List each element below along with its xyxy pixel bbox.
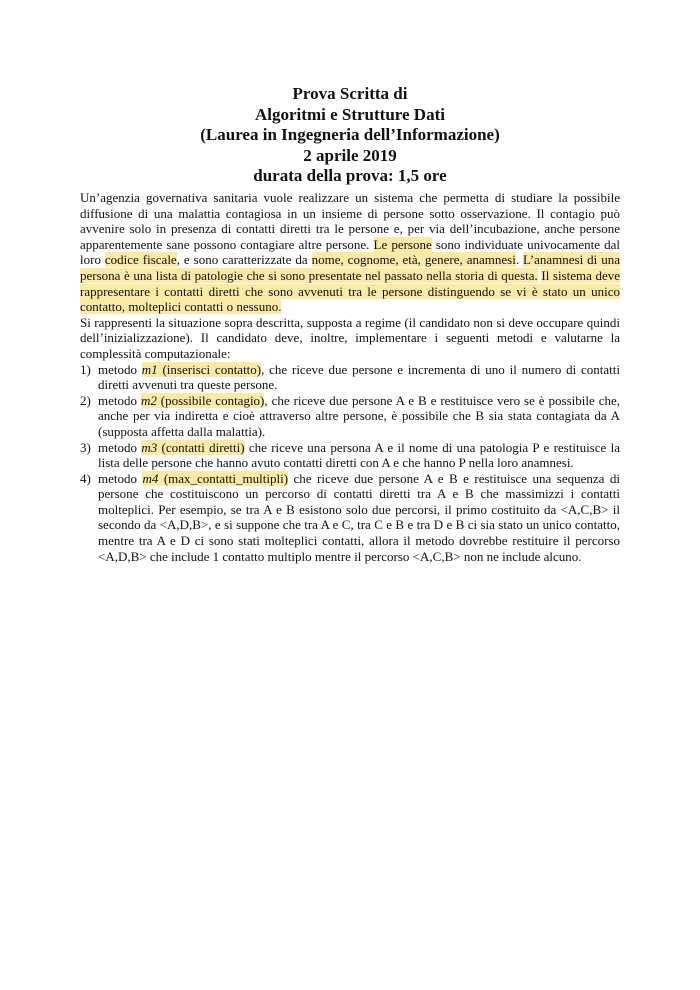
exam-header [0, 84, 700, 187]
highlight-anamnesis: L’anamnesi di una persona è una lista di patologie che si sono presentate nel passato nella storia di questa. [80, 252, 620, 283]
method-prefix: metodo [98, 361, 142, 377]
highlight-persons: Le persone [373, 236, 432, 252]
exam-duration: durata della prova: 1,5 ore [253, 166, 447, 185]
method-name: m4 [142, 470, 159, 486]
method-item [80, 393, 620, 440]
exam-date: 2 aprile 2019 [303, 145, 397, 165]
method-signature [142, 471, 288, 486]
method-signature [141, 393, 264, 408]
course-name: Algoritmi e Strutture Dati [255, 104, 445, 124]
intro-text-3: , e sono caratterizzate da [176, 252, 312, 268]
method-number: 1) [80, 361, 91, 377]
method-signature [142, 362, 261, 377]
method-number: 3) [80, 439, 91, 455]
methods-list [80, 362, 620, 565]
degree-program: (Laurea in Ingegneria dell’Informazione) [200, 125, 500, 144]
method-item [80, 362, 620, 393]
method-label: (possibile contagio) [156, 392, 265, 408]
exam-title: Prova Scritta di [292, 84, 408, 103]
method-prefix: metodo [98, 470, 143, 486]
method-description: che riceve una persona A e il nome di una patologia P e restituisce la lista delle persone che hanno avuto contatti diretti con A e che hanno P nella loro anamnesi. [98, 439, 620, 471]
method-name: m1 [141, 361, 158, 377]
highlight-contacts: Il sistema deve rappresentare i contatti diretti che sono avvenuti tra le persone distinguendo se vi è stato un unico contatto, molteplici contatti o nessuno. [80, 267, 621, 315]
method-prefix: metodo [98, 392, 141, 408]
intro-paragraph [80, 190, 620, 315]
method-item [80, 471, 620, 565]
method-prefix: metodo [98, 439, 142, 455]
method-name: m2 [140, 392, 157, 408]
method-signature [141, 440, 244, 455]
method-label: (inserisci contatto) [157, 361, 262, 377]
method-name: m3 [141, 439, 158, 455]
highlight-attributes: nome, cognome, età, genere, anamnesi [311, 252, 516, 268]
intro-text-1: Un’agenzia governativa sanitaria vuole realizzare un sistema che permetta di studiare la possibile diffusione di una malattia contagiosa in un insieme di persone sotto osservazione. Il contagio può avvenire solo in presenza di contatti diretti tra le persone e, per via dell’incubazione, anche persone apparentemente sane possono contagiare altre persone. [80, 190, 620, 252]
method-label: (max_contatti_multipli) [158, 470, 289, 486]
method-label: (contatti diretti) [157, 439, 245, 455]
method-description: , che riceve due persone A e B e restituisce vero se è possibile che, anche per via indiretta e cioè attraverso altre persone, è possibile che B sia stata contagiata da A (supposta affetta dalla malattia). [98, 392, 620, 439]
intro-text-4: . [515, 252, 524, 268]
intro-text-2: sono individuate univocamente dal loro [80, 236, 621, 268]
method-description: , che riceve due persone e incrementa di uno il numero di contatti diretti avvenuti tra queste persone. [98, 361, 620, 393]
method-number: 4) [80, 470, 91, 486]
method-description: che riceve due persone A e B e restituisce una sequenza di persone che costituiscono un percorso di contatti diretti tra A e B che massimizzi i contatti molteplici. Per esempio, se tra A e B esistono solo due percorsi, il primo costituito da <A,C,B> il secondo da <A,D,B>, e si suppone che tra A e C, tra C e B e tra D e B ci sia stato un unico contatto, mentre tra A e D ci sono stati molteplici contatti, allora il metodo dovrebbe restituire il percorso <A,D,B> che include 1 contatto multiplo mentre il percorso <A,C,B> non ne include alcuno. [98, 470, 620, 564]
highlight-fiscal-code: codice fiscale [104, 252, 177, 268]
method-number: 2) [80, 392, 91, 408]
exam-body [80, 190, 620, 564]
task-paragraph: Si rappresenti la situazione sopra descritta, supposta a regime (il candidato non si deve occupare quindi dell’inizializzazione). Il candidato deve, inoltre, implementare i seguenti metodi e valutarne la complessità computazionale: [80, 314, 620, 361]
method-item [80, 440, 620, 471]
